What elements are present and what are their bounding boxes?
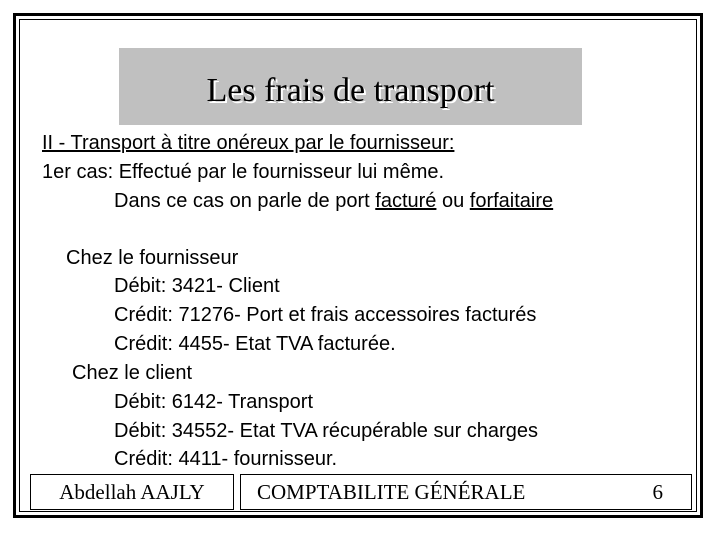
port-sentence-connector: ou	[436, 190, 470, 212]
port-term-factured: facturé	[375, 190, 437, 212]
port-sentence	[114, 189, 553, 213]
client-heading: Chez le client	[72, 362, 193, 384]
footer-author-box	[30, 474, 234, 510]
client-entry-3: Crédit: 4411- fournisseur.	[114, 448, 338, 470]
supplier-heading: Chez le fournisseur	[66, 247, 239, 269]
footer-author: Abdellah AAJLY	[59, 479, 205, 504]
client-entry-2: Débit: 34552- Etat TVA récupérable sur charges	[114, 420, 538, 442]
client-entry-1: Débit: 6142- Transport	[114, 391, 313, 413]
footer-page-number: 6	[652, 479, 663, 504]
port-sentence-prefix: Dans ce cas on parle de port	[114, 190, 376, 212]
case-line: 1er cas: Effectué par le fournisseur lui même.	[42, 161, 445, 183]
supplier-entry-1: Débit: 3421- Client	[114, 275, 280, 297]
supplier-entry-2: Crédit: 71276- Port et frais accessoires facturés	[114, 304, 537, 326]
footer-course: COMPTABILITE GÉNÉRALE	[257, 479, 526, 504]
footer-course-box	[240, 474, 692, 510]
supplier-entry-3: Crédit: 4455- Etat TVA facturée.	[114, 333, 396, 355]
title-box	[119, 48, 582, 125]
slide-title: Les frais de transport	[206, 71, 495, 109]
section-heading: II - Transport à titre onéreux par le fournisseur:	[42, 132, 455, 154]
port-term-forfaitaire: forfaitaire	[469, 190, 554, 212]
